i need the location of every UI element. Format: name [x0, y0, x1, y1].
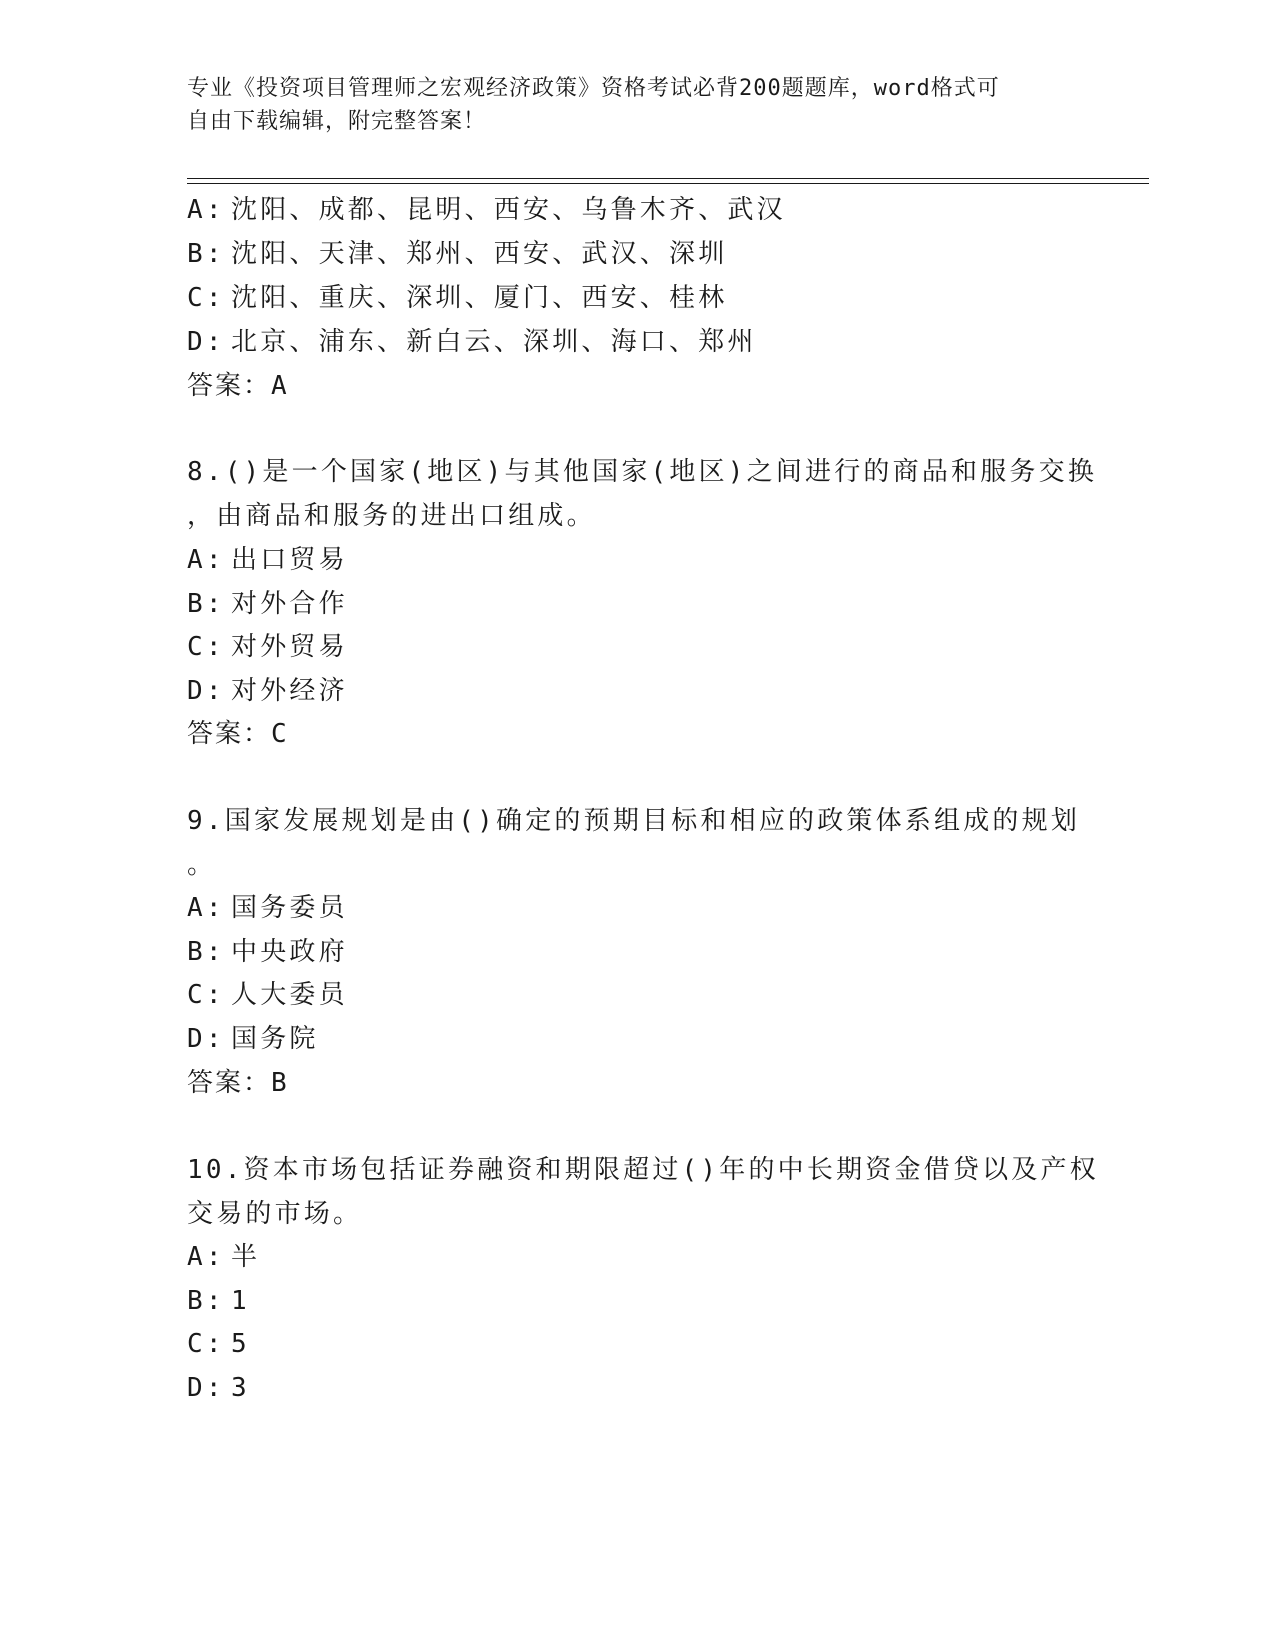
option-key: A:	[187, 1242, 225, 1272]
q7-option-b	[187, 237, 727, 271]
option-key: D:	[187, 1373, 225, 1403]
header-line-2: 自由下载编辑，附完整答案！	[187, 109, 487, 134]
option-text: 沈阳、重庆、深圳、厦门、西安、桂林	[231, 283, 728, 313]
q9-stem-line-1: 9.国家发展规划是由()确定的预期目标和相应的政策体系组成的规划	[187, 806, 1081, 836]
q10-option-b	[187, 1284, 250, 1318]
option-text: 国务委员	[231, 893, 348, 923]
q7-option-c	[187, 281, 727, 315]
option-key: C:	[187, 283, 225, 313]
option-text: 3	[231, 1373, 250, 1403]
q10-stem-line-2: 交易的市场。	[187, 1199, 363, 1229]
option-key: B:	[187, 937, 225, 967]
option-text: 出口贸易	[231, 545, 348, 575]
option-text: 中央政府	[231, 937, 348, 967]
q7-option-d	[187, 325, 757, 359]
header-divider-top	[187, 178, 1149, 179]
q9-option-d	[187, 1022, 319, 1056]
q10-stem-line-1: 10.资本市场包括证券融资和期限超过()年的中长期资金借贷以及产权	[187, 1155, 1099, 1185]
option-text: 国务院	[231, 1024, 319, 1054]
option-text: 1	[231, 1286, 250, 1316]
option-text: 沈阳、成都、昆明、西安、乌鲁木齐、武汉	[231, 195, 786, 225]
q9-option-c	[187, 978, 348, 1012]
option-text: 5	[231, 1329, 250, 1359]
option-text: 对外贸易	[231, 632, 348, 662]
q7-option-a	[187, 193, 786, 227]
header-divider-bottom	[187, 183, 1149, 184]
q8-option-a	[187, 543, 348, 577]
option-key: C:	[187, 1329, 225, 1359]
q10-option-c	[187, 1327, 250, 1361]
option-key: B:	[187, 239, 225, 269]
option-key: A:	[187, 195, 225, 225]
option-key: B:	[187, 589, 225, 619]
option-key: A:	[187, 893, 225, 923]
q8-answer: 答案：C	[187, 719, 289, 749]
q10-option-a	[187, 1240, 260, 1274]
option-key: A:	[187, 545, 225, 575]
q9-option-b	[187, 935, 348, 969]
option-key: D:	[187, 676, 225, 706]
q8-option-c	[187, 630, 348, 664]
q8-stem-line-2: ，由商品和服务的进出口组成。	[187, 501, 596, 531]
q8-option-d	[187, 674, 348, 708]
option-key: C:	[187, 632, 225, 662]
option-key: D:	[187, 1024, 225, 1054]
option-text: 对外经济	[231, 676, 348, 706]
option-text: 北京、浦东、新白云、深圳、海口、郑州	[231, 327, 757, 357]
option-text: 人大委员	[231, 980, 348, 1010]
q7-answer: 答案：A	[187, 371, 289, 401]
q10-option-d	[187, 1371, 250, 1405]
document-header	[187, 72, 1067, 138]
q8-option-b	[187, 587, 348, 621]
option-key: B:	[187, 1286, 225, 1316]
option-key: D:	[187, 327, 225, 357]
option-text: 对外合作	[231, 589, 348, 619]
q8-stem-line-1: 8.()是一个国家(地区)与其他国家(地区)之间进行的商品和服务交换	[187, 457, 1098, 487]
header-line-1: 专业《投资项目管理师之宏观经济政策》资格考试必背200题题库，word格式可	[187, 76, 1000, 101]
q9-answer: 答案：B	[187, 1068, 289, 1098]
option-text: 半	[231, 1242, 261, 1272]
option-text: 沈阳、天津、郑州、西安、武汉、深圳	[231, 239, 728, 269]
q9-stem-line-2: 。	[187, 850, 217, 880]
q9-option-a	[187, 891, 348, 925]
option-key: C:	[187, 980, 225, 1010]
